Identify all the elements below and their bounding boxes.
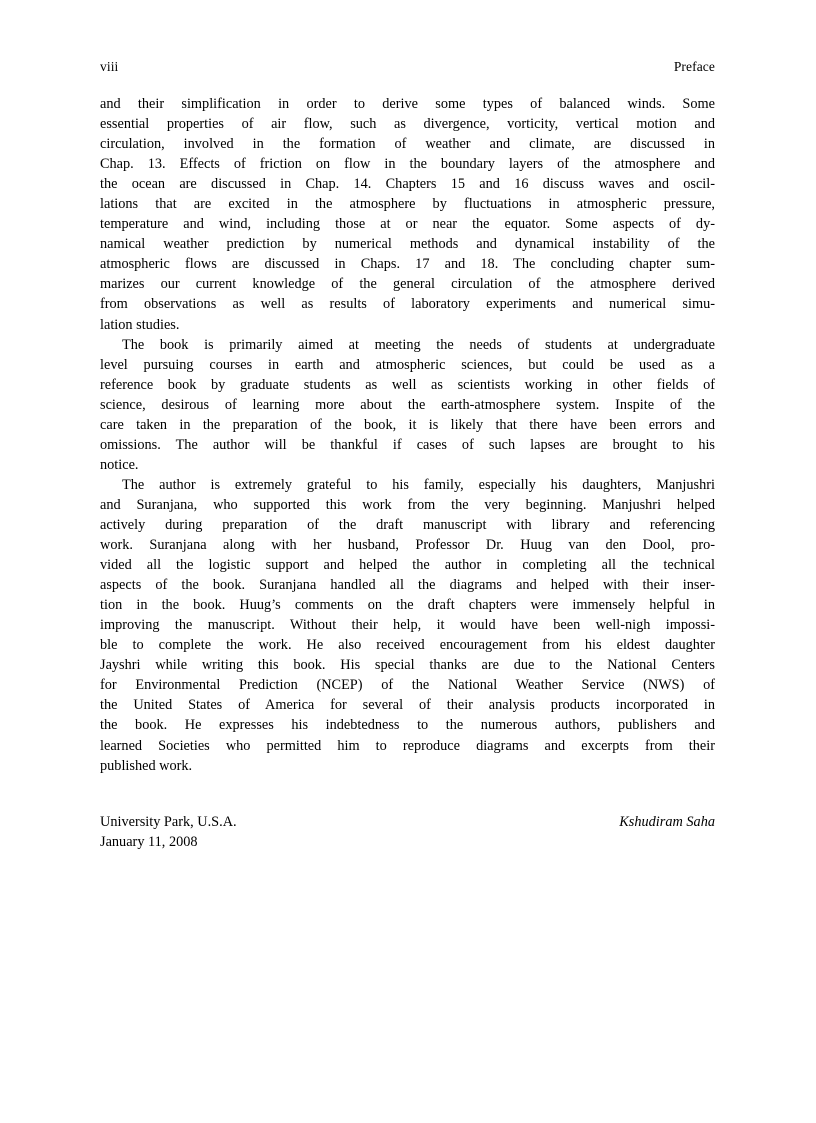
text-line: improving the manuscript. Without their help, it would have been well-nigh impossi- [100, 617, 715, 634]
text-line: vided all the logistic support and helped the author in completing all the technical [100, 557, 715, 574]
text-line: the book. He expresses his indebtedness to the numerous authors, publishers and [100, 717, 715, 734]
paragraph-3 [100, 475, 715, 776]
signature-place: University Park, U.S.A. [100, 814, 237, 830]
text-line: marizes our current knowledge of the general circulation of the atmosphere derived [100, 276, 715, 293]
text-line: for Environmental Prediction (NCEP) of the National Weather Service (NWS) of [100, 677, 715, 694]
signature-block [100, 812, 715, 852]
text-line: level pursuing courses in earth and atmospheric sciences, but could be used as a [100, 356, 715, 373]
text-line: ble to complete the work. He also received encouragement from his eldest daughter [100, 637, 715, 654]
text-line: the United States of America for several of their analysis products incorporated in [100, 697, 715, 714]
paragraph-2 [100, 335, 715, 475]
signature-author: Kshudiram Saha [619, 814, 715, 830]
signature-row-place [100, 812, 715, 832]
signature-row-date [100, 832, 715, 852]
text-line: atmospheric flows are discussed in Chaps. 17 and 18. The concluding chapter sum- [100, 256, 715, 273]
text-line: notice. [100, 456, 139, 473]
text-line: care taken in the preparation of the book, it is likely that there have been errors and [100, 416, 715, 433]
text-line: published work. [100, 757, 193, 774]
text-line: aspects of the book. Suranjana handled all the diagrams and helped with their inser- [100, 577, 715, 594]
text-line: tion in the book. Huug’s comments on the draft chapters were immensely helpful in [100, 597, 715, 614]
text-line: essential properties of air flow, such as divergence, vorticity, vertical motion and [100, 116, 715, 133]
text-line: circulation, involved in the formation of weather and climate, are discussed in [100, 136, 715, 153]
paragraph-1 [100, 94, 715, 335]
text-line: temperature and wind, including those at or near the equator. Some aspects of dy- [100, 216, 715, 233]
text-line: Jayshri while writing this book. His special thanks are due to the National Centers [100, 657, 715, 674]
text-line: The book is primarily aimed at meeting the needs of students at undergraduate [122, 336, 715, 353]
running-head-title: Preface [673, 59, 715, 74]
text-line: the ocean are discussed in Chap. 14. Chapters 15 and 16 discuss waves and oscil- [100, 176, 715, 193]
text-line: namical weather prediction by numerical methods and dynamical instability of the [100, 236, 715, 253]
text-line: work. Suranjana along with her husband, Professor Dr. Huug van den Dool, pro- [100, 537, 715, 554]
text-line: learned Societies who permitted him to reproduce diagrams and excerpts from their [100, 737, 715, 754]
text-line: lations that are excited in the atmosphere by fluctuations in atmospheric pressure, [100, 196, 715, 213]
running-head [100, 58, 715, 76]
text-line: from observations as well as results of laboratory experiments and numerical simu- [100, 296, 715, 313]
text-line: and their simplification in order to derive some types of balanced winds. Some [100, 96, 715, 112]
text-line: actively during preparation of the draft manuscript with library and referencing [100, 516, 715, 533]
text-line: omissions. The author will be thankful if cases of such lapses are brought to his [100, 436, 715, 453]
signature-date: January 11, 2008 [100, 834, 198, 851]
text-line: The author is extremely grateful to his family, especially his daughters, Manjushri [122, 476, 715, 493]
text-line: lation studies. [100, 316, 180, 333]
text-line: Chap. 13. Effects of friction on flow in the boundary layers of the atmosphere and [100, 156, 715, 173]
text-line: and Suranjana, who supported this work from the very beginning. Manjushri helped [100, 496, 715, 513]
page-number: viii [100, 59, 119, 74]
text-line: science, desirous of learning more about the earth-atmosphere system. Inspite of the [100, 396, 715, 413]
preface-body [100, 94, 715, 776]
text-line: reference book by graduate students as well as scientists working in other fields of [100, 376, 715, 393]
